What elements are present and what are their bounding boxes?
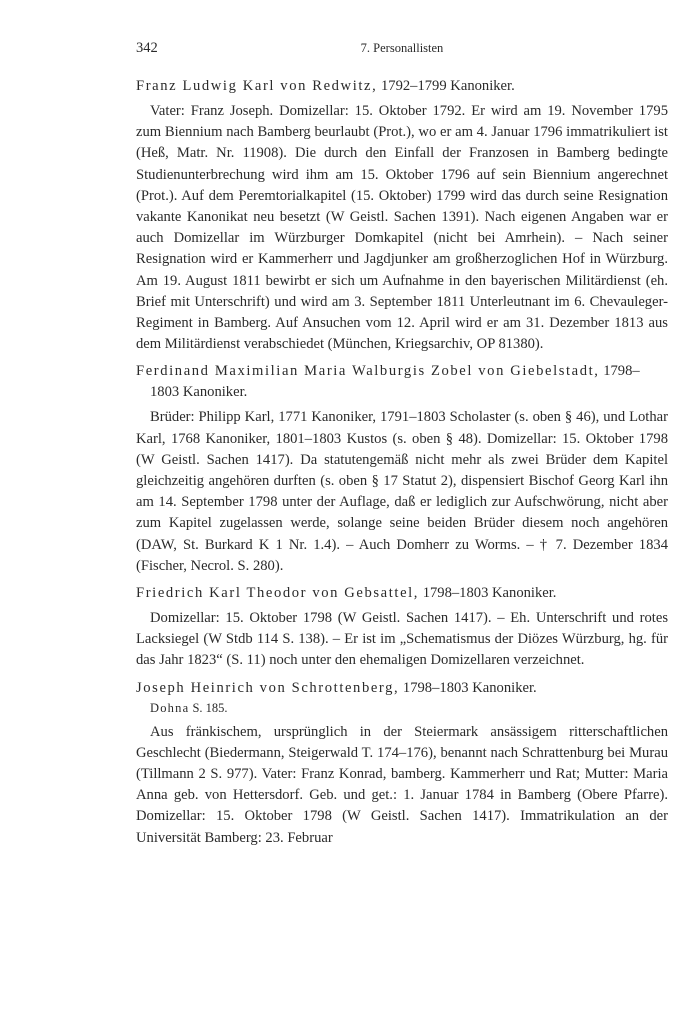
entry-zobel [136, 361, 668, 577]
entry-heading [136, 76, 668, 97]
person-name: Franz Ludwig Karl von Redwitz, [136, 78, 378, 94]
entry-heading [136, 678, 668, 699]
entry-gebsattel [136, 583, 668, 672]
book-page [136, 40, 668, 855]
person-name: Ferdinand Maximilian Maria Walburgis Zobel von Giebelstadt, [136, 363, 600, 380]
entry-dates: 1792–1799 Kanoniker. [377, 78, 515, 94]
running-head [136, 40, 668, 62]
person-name: Friedrich Karl Theodor von Gebsattel, [136, 585, 420, 602]
chapter-title: 7. Personallisten [360, 41, 444, 55]
entry-dates: 1798–1803 Kanoniker. [150, 363, 640, 401]
reference-page: S. 185. [189, 700, 228, 715]
entry-text: Vater: Franz Joseph. Domizellar: 15. Oktober 1792. Er wird am 19. November 1795 zum Biennium nach Bamberg beurlaubt (Prot.), wo er am 4. Januar 1796 immatrikuliert ist (Heß, Matr. Nr. 11908). Die durch den Einfall der Franzosen in Bamberg bedingte Studienunterbrechung wird ihm am 15. Oktober 1796 auf sein Biennium angerechnet (Prot.). Auf dem Peremtorialkapitel (15. Oktober) 1799 wird das durch seine Resignation vakante Kanonikat neu besetzt (W Geistl. Sachen 1391). Nach eigenen Angaben war er auch Domizellar im Würzburger Domkapitel (nicht bei Amrhein). – Nach seiner Resignation wird er Kammerherr und Jagdjunker am großherzoglichen Hof in Würzburg. Am 19. August 1811 bewirbt er sich um Aufnahme in den bayerischen Militärdienst (eh. Brief mit Unterschrift) und wird am 3. September 1811 Unterleutnant im 6. Chevauleger-Regiment in Bamberg. Auf Ansuchen vom 12. April wird er am 31. Dezember 1813 aus dem Militärdienst verabschiedet (München, Kriegsarchiv, OP 81380). [136, 103, 668, 353]
entry-text: Domizellar: 15. Oktober 1798 (W Geistl. Sachen 1417). – Eh. Unterschrift und rotes Lacksiegel (W Stdb 114 S. 138). – Er ist im „Schematismus der Diözes Würzburg, hg. für das Jahr 1823“ (S. 11) noch unter den ehemaligen Domizellaren verzeichnet. [136, 610, 668, 669]
entry-redwitz [136, 76, 668, 355]
entry-schrottenberg [136, 678, 668, 849]
entry-heading [136, 583, 668, 604]
entry-dates: 1798–1803 Kanoniker. [419, 585, 557, 602]
page-number: 342 [136, 40, 158, 56]
literature-reference [150, 699, 668, 718]
entry-dates: 1798–1803 Kanoniker. [399, 679, 537, 696]
entry-text: Brüder: Philipp Karl, 1771 Kanoniker, 1791–1803 Scholaster (s. oben § 46), und Lothar Karl, 1768 Kanoniker, 1801–1803 Kustos (s. oben § 48). Domizellar: 15. Oktober 1798 (W Geistl. Sachen 1417). Da statutengemäß nicht mehr als zwei Brüder dem Kapitel gleichzeitig angehören durften (s. oben § 17 Statut 2), dispensiert Bischof Georg Karl ihn am 14. September 1798 unter der Auflage, daß er lediglich zur Aufschwörung, nicht aber zum Kapitel zugelassen werde, solange seine beiden Brüder diesem noch angehören (DAW, St. Burkard K 1 Nr. 1.4). – Auch Domherr zu Worms. – † 7. Dezember 1834 (Fischer, Necrol. S. 280). [136, 409, 668, 574]
reference-author: Dohna [150, 700, 190, 715]
person-name: Joseph Heinrich von Schrottenberg, [136, 679, 400, 696]
entry-heading [136, 361, 668, 403]
entry-text: Aus fränkischem, ursprünglich in der Steiermark ansässigem ritterschaftlichen Geschlecht (Biedermann, Steigerwald T. 174–176), benannt nach Schrattenburg bei Murau (Tillmann 2 S. 977). Vater: Franz Konrad, bamberg. Kammerherr und Rat; Mutter: Maria Anna geb. von Hettersdorf. Geb. und get.: 1. Januar 1784 in Bamberg (Obere Pfarre). Domizellar: 15. Oktober 1798 (W Geistl. Sachen 1417). Immatrikulation an der Universität Bamberg: 23. Februar [136, 723, 668, 846]
